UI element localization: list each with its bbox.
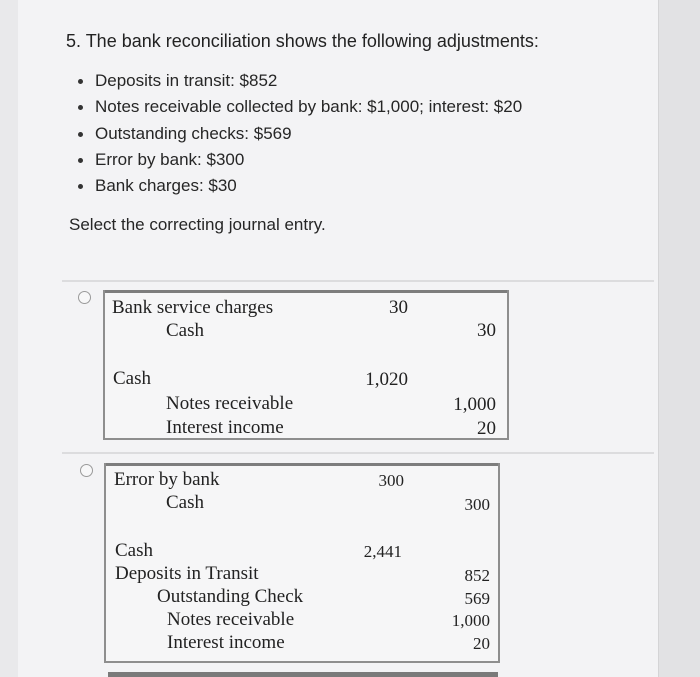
- credit-amount: 20: [477, 418, 496, 439]
- next-option-edge: [108, 672, 498, 677]
- instruction-text: Select the correcting journal entry.: [69, 215, 326, 234]
- credit-account: Cash: [166, 320, 204, 341]
- debit-account: Bank service charges: [112, 297, 274, 318]
- bullet-icon: [78, 132, 83, 137]
- credit-account: Cash: [166, 492, 204, 513]
- option-b-radio[interactable]: [80, 464, 93, 477]
- option-divider: [62, 280, 654, 282]
- option-divider: [62, 452, 654, 454]
- bullet-icon: [78, 158, 83, 163]
- option-a-radio[interactable]: [78, 291, 91, 304]
- bullet-icon: [78, 184, 83, 189]
- credit-account: Interest income: [166, 417, 284, 438]
- adjustments-list: [78, 68, 522, 199]
- bullet-icon: [78, 79, 83, 84]
- question-title: 5. The bank reconciliation shows the following adjustments:: [66, 31, 539, 51]
- debit-amount: 2,441: [363, 542, 402, 561]
- page-edge: [658, 0, 700, 677]
- debit-amount: 1,020: [365, 369, 408, 390]
- debit-account: Error by bank: [114, 469, 220, 490]
- debit-account: Cash: [115, 540, 153, 561]
- credit-account: Notes receivable: [166, 393, 294, 414]
- credit-amount: 300: [464, 495, 490, 514]
- credit-amount: 1,000: [453, 394, 496, 415]
- bullet-icon: [78, 105, 83, 110]
- credit-amount: 30: [477, 320, 496, 341]
- list-item: Bank charges: $30: [78, 173, 522, 199]
- credit-account: Outstanding Check: [157, 586, 304, 607]
- debit-account: Deposits in Transit: [115, 563, 259, 584]
- debit-amount: 30: [389, 297, 408, 318]
- list-item: Deposits in transit: $852: [78, 68, 522, 94]
- credit-amount: 852: [464, 566, 490, 585]
- list-item: Error by bank: $300: [78, 147, 522, 173]
- debit-account: Cash: [113, 368, 151, 389]
- list-item: Outstanding checks: $569: [78, 121, 522, 147]
- debit-amount: 300: [378, 471, 404, 490]
- credit-account: Interest income: [167, 632, 285, 653]
- credit-amount: 20: [473, 634, 490, 653]
- credit-amount: 1,000: [451, 611, 490, 630]
- list-item: Notes receivable collected by bank: $1,000; interest: $20: [78, 94, 522, 120]
- credit-account: Notes receivable: [167, 609, 295, 630]
- credit-amount: 569: [464, 589, 490, 608]
